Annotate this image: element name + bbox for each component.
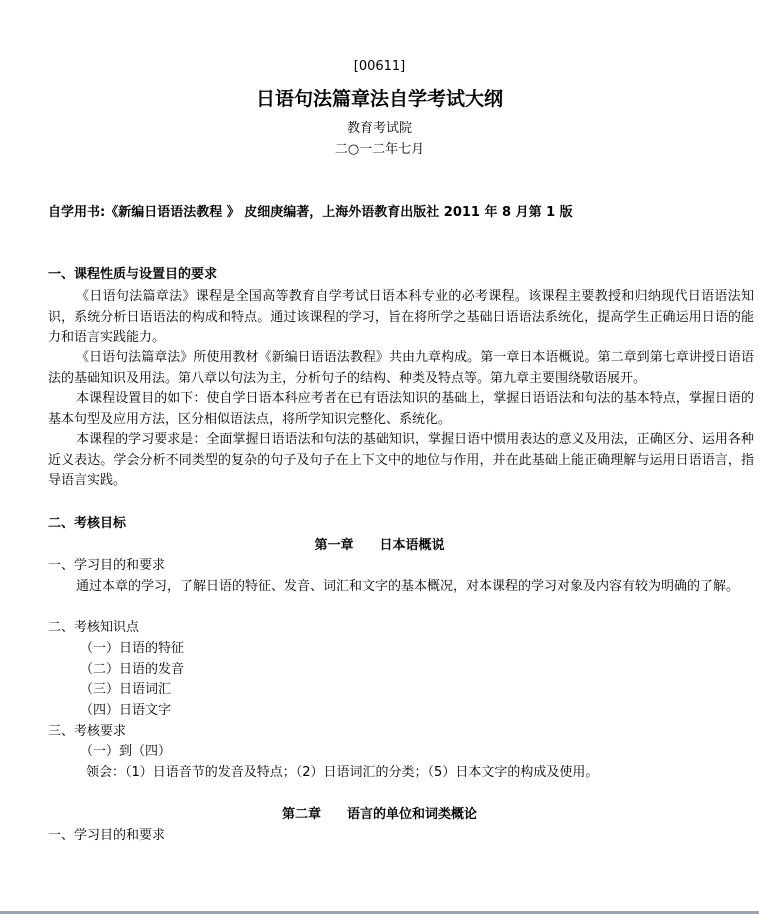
paragraph: 本课程的学习要求是：全面掌握日语语法和句法的基础知识，掌握日语中惯用表达的意义及用法，正确区分、运用各种近义表达。学会分析不同类型的复杂的句子及句子在上下文中的地位与作用，并在此基础上能正确理解与运用日语语言，指导语言实践。 — [48, 432, 754, 488]
requirement-detail: 领会：（1）日语音节的发音及特点；（2）日语词汇的分类；（5）日本文字的构成及使用。 — [86, 765, 599, 780]
issue-date: 二○一二年七月 — [334, 142, 425, 157]
paragraph: 《日语句法篇章法》所使用教材《新编日语语法教程》共由九章构成。第一章日本语概说。第二章到第七章讲授日语语法的基础知识及用法。第八章以句法为主，分析句子的结构、种类及特点等。第九章主要围绕敬语展开。 — [48, 350, 754, 386]
list-item: （四）日语文字 — [80, 703, 172, 718]
chapter-title: 第一章 日本语概说 — [314, 538, 445, 553]
section-heading: 一、课程性质与设置目的要求 — [48, 267, 218, 282]
course-code: [00611] — [353, 59, 406, 74]
list-item: （三）日语词汇 — [80, 682, 172, 697]
document-title: 日语句法篇章法自学考试大纲 — [255, 88, 503, 110]
subsection-heading: 三、考核要求 — [48, 724, 127, 739]
subsection-heading: 一、学习目的和要求 — [48, 558, 166, 573]
paragraph: 《日语句法篇章法》课程是全国高等教育自学考试日语本科专业的必考课程。该课程主要教授和归纳现代日语语法知识，系统分析日语语法的构成和特点。通过该课程的学习，旨在将所学之基础日语语法系统化，提高学生正确运用日语的能力和语言实践能力。 — [48, 289, 754, 345]
list-item: （一）到（四） — [80, 744, 172, 759]
chapter-title: 第二章 语言的单位和词类概论 — [281, 807, 477, 822]
issuer: 教育考试院 — [346, 121, 412, 136]
textbook-line: 自学用书:《新编日语语法教程 》 皮细庚编著，上海外语教育出版社 2011 年 8 月第 1 版 — [48, 205, 573, 220]
list-item: （二）日语的发音 — [80, 662, 185, 677]
list-item: （一）日语的特征 — [80, 641, 185, 656]
subsection-heading: 一、学习目的和要求 — [48, 828, 166, 843]
paragraph: 通过本章的学习，了解日语的特征、发音、词汇和文字的基本概况，对本课程的学习对象及内容有较为明确的了解。 — [76, 579, 740, 594]
paragraph: 本课程设置目的如下：使自学日语本科应考者在已有语法知识的基础上，掌握日语语法和句法的基本特点，掌握日语的基本句型及应用方法，区分相似语法点，将所学知识完整化、系统化。 — [48, 391, 754, 427]
section-heading: 二、考核目标 — [48, 516, 127, 531]
subsection-heading: 二、考核知识点 — [48, 620, 140, 635]
